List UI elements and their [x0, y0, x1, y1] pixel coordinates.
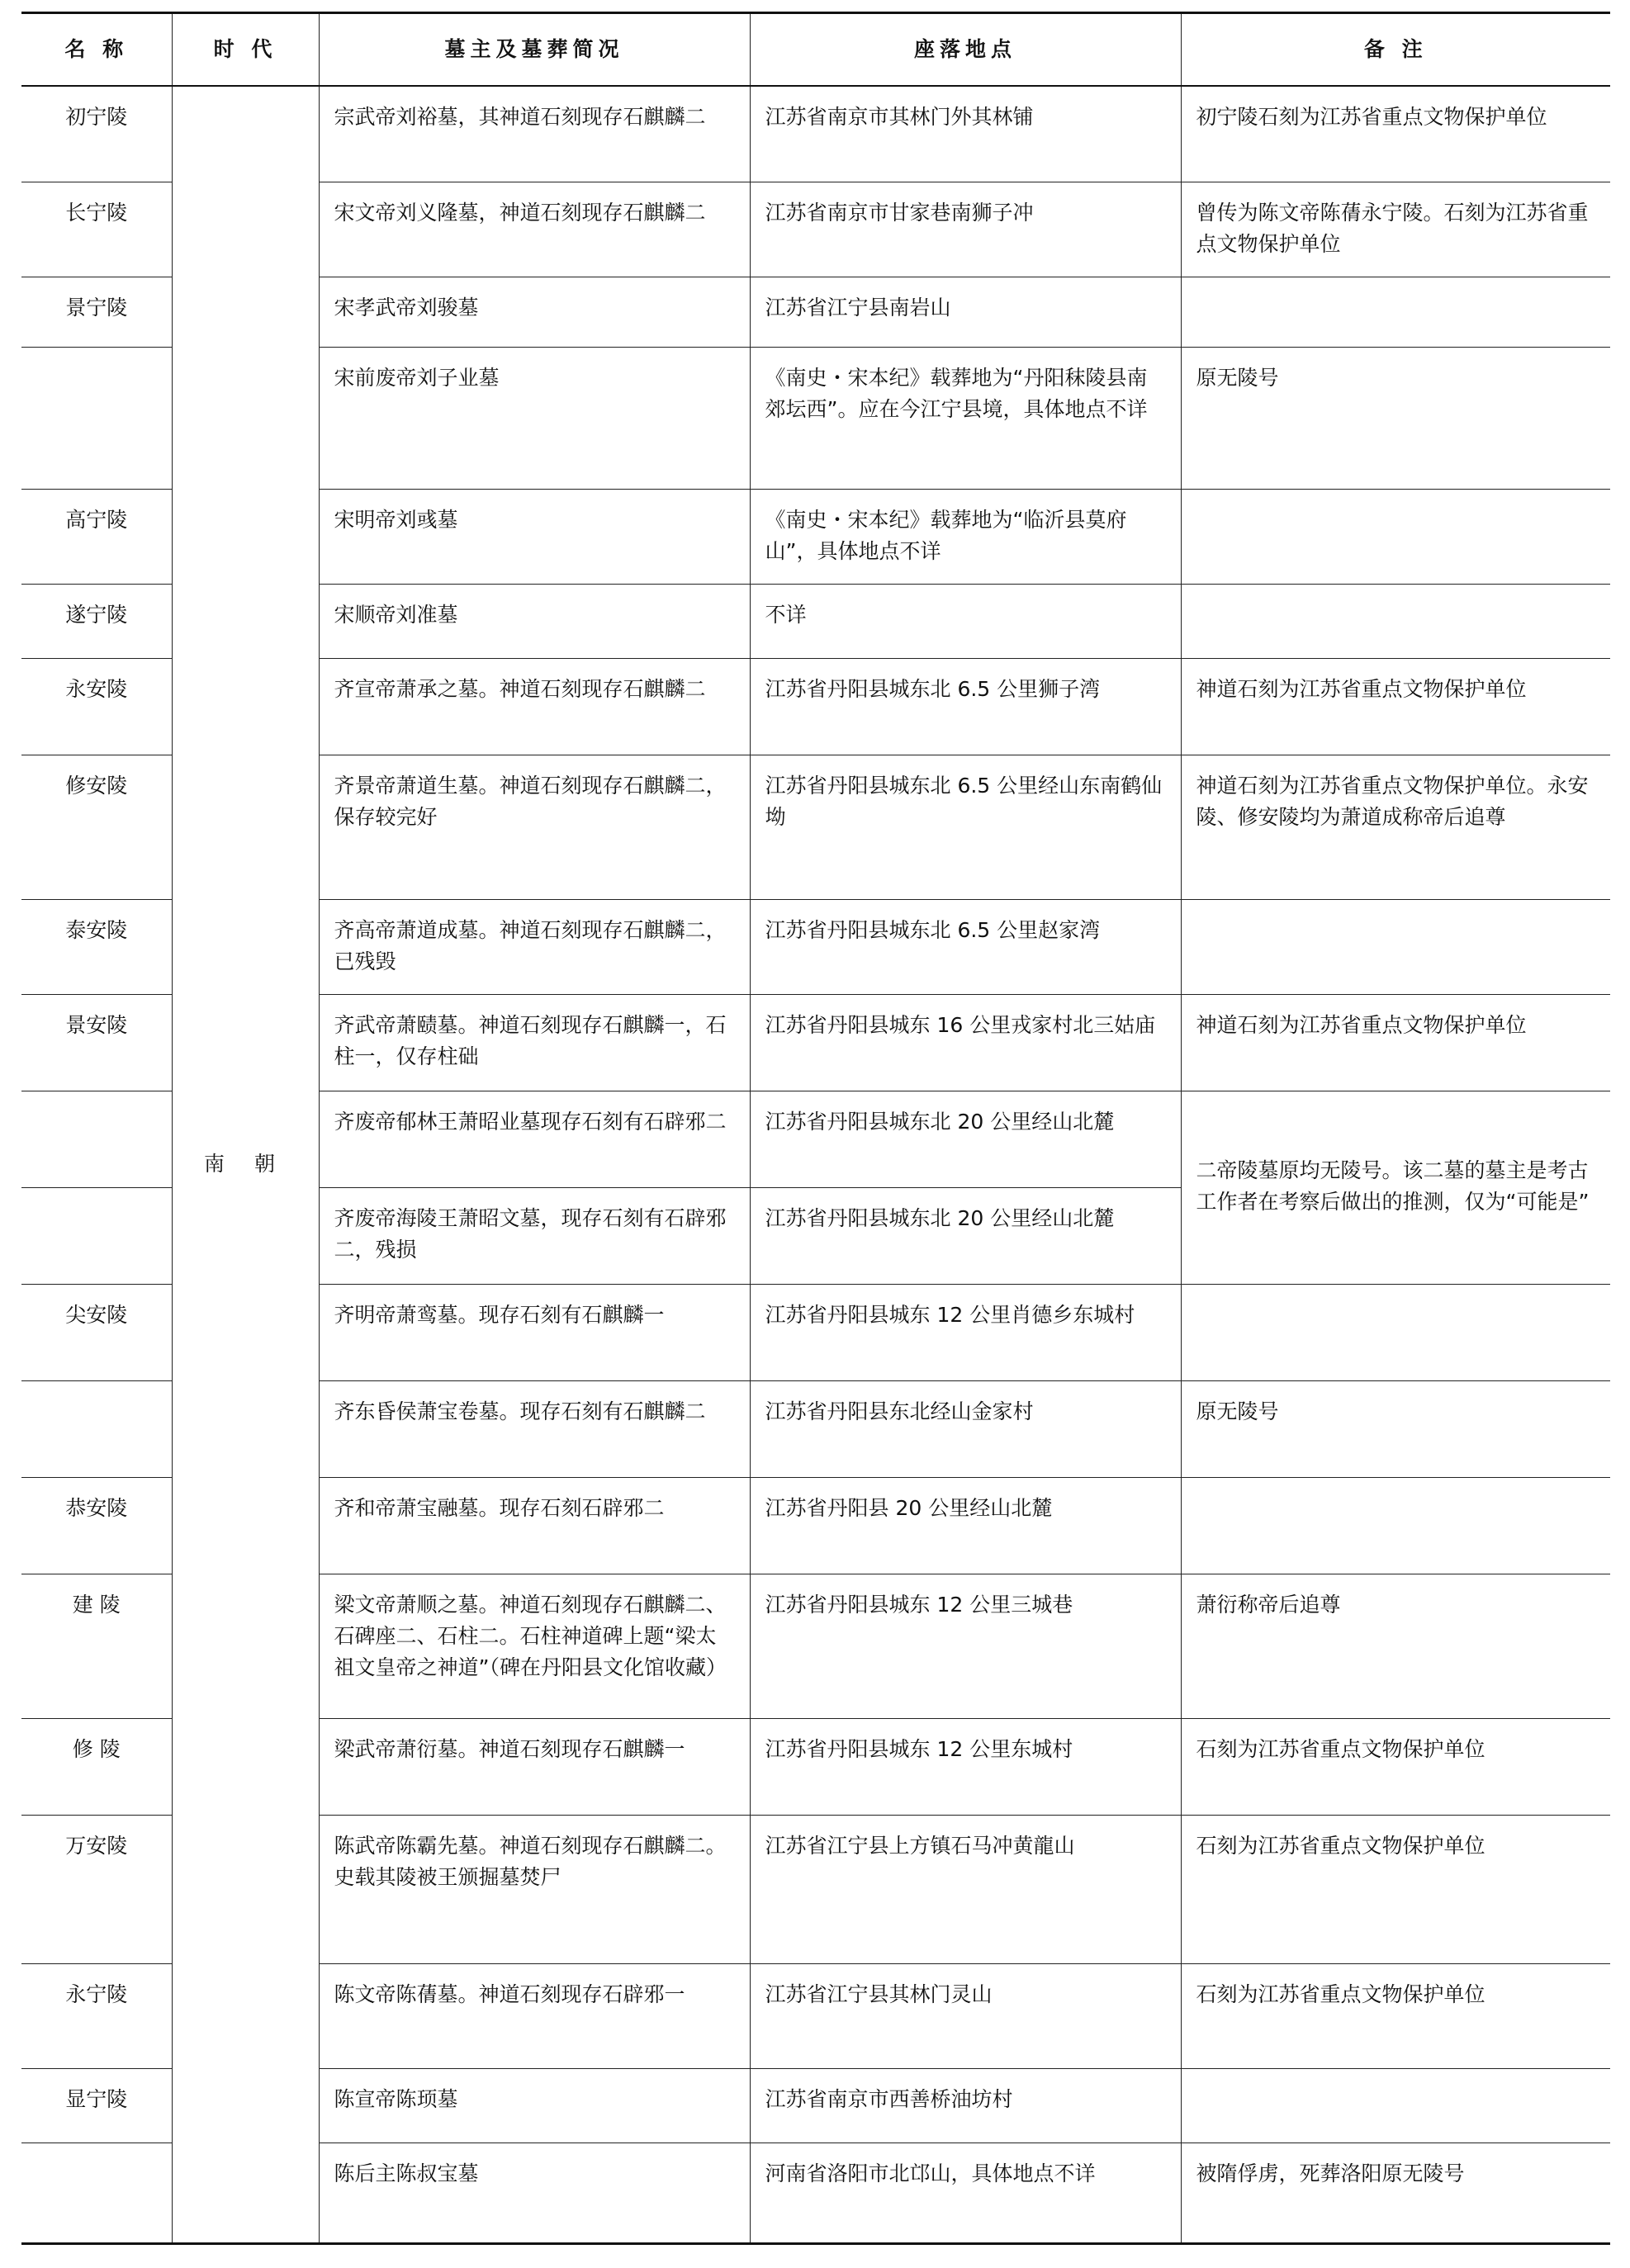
row-brief: 宋顺帝刘准墓 [319, 585, 750, 659]
row-location: 江苏省丹阳县城东北 20 公里经山北麓 [750, 1091, 1181, 1188]
row-remarks: 神道石刻为江苏省重点文物保护单位 [1181, 995, 1610, 1091]
row-location: 江苏省丹阳县城东北 6.5 公里经山东南鹤仙坳 [750, 755, 1181, 900]
row-remarks: 原无陵号 [1181, 1381, 1610, 1478]
row-name: 遂宁陵 [21, 585, 172, 659]
row-brief: 齐废帝郁林王萧昭业墓现存石刻有石辟邪二 [319, 1091, 750, 1188]
row-remarks: 萧衍称帝后追尊 [1181, 1574, 1610, 1719]
row-remarks: 石刻为江苏省重点文物保护单位 [1181, 1816, 1610, 1964]
row-brief: 齐废帝海陵王萧昭文墓，现存石刻有石辟邪二，残损 [319, 1188, 750, 1285]
row-remarks: 初宁陵石刻为江苏省重点文物保护单位 [1181, 86, 1610, 182]
row-name: 建 陵 [21, 1574, 172, 1719]
row-name: 永安陵 [21, 659, 172, 755]
table-row [21, 86, 1610, 182]
row-name [21, 1188, 172, 1285]
row-brief: 宋文帝刘义隆墓，神道石刻现存石麒麟二 [319, 182, 750, 277]
row-remarks [1181, 277, 1610, 348]
row-name: 泰安陵 [21, 900, 172, 995]
row-brief: 宗武帝刘裕墓，其神道石刻现存石麒麟二 [319, 86, 750, 182]
row-remarks [1181, 1285, 1610, 1381]
row-name [21, 2143, 172, 2244]
row-brief: 陈武帝陈霸先墓。神道石刻现存石麒麟二。史载其陵被王颁掘墓焚尸 [319, 1816, 750, 1964]
row-name: 长宁陵 [21, 182, 172, 277]
row-brief: 陈文帝陈蒨墓。神道石刻现存石辟邪一 [319, 1964, 750, 2069]
row-location: 江苏省南京市甘家巷南狮子冲 [750, 182, 1181, 277]
header-brief: 墓主及墓葬简况 [319, 13, 750, 86]
row-remarks: 曾传为陈文帝陈蒨永宁陵。石刻为江苏省重点文物保护单位 [1181, 182, 1610, 277]
header-row [21, 13, 1610, 86]
row-brief: 陈宣帝陈顼墓 [319, 2069, 750, 2143]
row-location: 河南省洛阳市北邙山，具体地点不详 [750, 2143, 1181, 2244]
row-location: 江苏省南京市西善桥油坊村 [750, 2069, 1181, 2143]
header-remarks: 备 注 [1181, 13, 1610, 86]
row-remarks: 石刻为江苏省重点文物保护单位 [1181, 1964, 1610, 2069]
row-brief: 齐东昏侯萧宝卷墓。现存石刻有石麒麟二 [319, 1381, 750, 1478]
era-cell: 南 朝 [172, 86, 319, 2244]
row-name: 修安陵 [21, 755, 172, 900]
row-brief: 梁文帝萧顺之墓。神道石刻现存石麒麟二、石碑座二、石柱二。石柱神道碑上题“梁太祖文皇帝之神道”（碑在丹阳县文化馆收藏） [319, 1574, 750, 1719]
row-name: 万安陵 [21, 1816, 172, 1964]
row-name: 高宁陵 [21, 490, 172, 585]
row-location: 江苏省丹阳县东北经山金家村 [750, 1381, 1181, 1478]
row-name [21, 1381, 172, 1478]
row-location: 江苏省江宁县南岩山 [750, 277, 1181, 348]
row-remarks [1181, 1478, 1610, 1574]
row-brief: 齐明帝萧鸾墓。现存石刻有石麒麟一 [319, 1285, 750, 1381]
header-era: 时 代 [172, 13, 319, 86]
row-location: 江苏省丹阳县城东北 6.5 公里狮子湾 [750, 659, 1181, 755]
row-location: 《南史・宋本纪》载葬地为“丹阳秣陵县南郊坛西”。应在今江宁县境，具体地点不详 [750, 348, 1181, 490]
row-location: 江苏省丹阳县 20 公里经山北麓 [750, 1478, 1181, 1574]
row-name: 景安陵 [21, 995, 172, 1091]
row-brief: 陈后主陈叔宝墓 [319, 2143, 750, 2244]
header-location: 座落地点 [750, 13, 1181, 86]
row-location: 江苏省丹阳县城东 12 公里肖德乡东城村 [750, 1285, 1181, 1381]
row-remarks: 神道石刻为江苏省重点文物保护单位 [1181, 659, 1610, 755]
merged-remarks: 二帝陵墓原均无陵号。该二墓的墓主是考古工作者在考察后做出的推测，仅为“可能是” [1181, 1091, 1610, 1285]
row-brief: 宋前废帝刘子业墓 [319, 348, 750, 490]
row-brief: 宋明帝刘彧墓 [319, 490, 750, 585]
row-remarks: 原无陵号 [1181, 348, 1610, 490]
row-brief: 宋孝武帝刘骏墓 [319, 277, 750, 348]
row-name: 修 陵 [21, 1719, 172, 1816]
row-remarks: 石刻为江苏省重点文物保护单位 [1181, 1719, 1610, 1816]
row-remarks [1181, 585, 1610, 659]
row-name: 初宁陵 [21, 86, 172, 182]
row-name: 尖安陵 [21, 1285, 172, 1381]
row-location: 江苏省江宁县其林门灵山 [750, 1964, 1181, 2069]
row-brief: 齐宣帝萧承之墓。神道石刻现存石麒麟二 [319, 659, 750, 755]
row-name: 景宁陵 [21, 277, 172, 348]
row-remarks [1181, 2069, 1610, 2143]
row-location: 江苏省丹阳县城东 12 公里三城巷 [750, 1574, 1181, 1719]
row-brief: 齐和帝萧宝融墓。现存石刻石辟邪二 [319, 1478, 750, 1574]
row-name: 永宁陵 [21, 1964, 172, 2069]
row-remarks: 神道石刻为江苏省重点文物保护单位。永安陵、修安陵均为萧道成称帝后追尊 [1181, 755, 1610, 900]
row-location: 江苏省丹阳县城东 12 公里东城村 [750, 1719, 1181, 1816]
row-brief: 齐景帝萧道生墓。神道石刻现存石麒麟二，保存较完好 [319, 755, 750, 900]
row-location: 《南史・宋本纪》载葬地为“临沂县莫府山”，具体地点不详 [750, 490, 1181, 585]
row-brief: 齐武帝萧赜墓。神道石刻现存石麒麟一，石柱一，仅存柱础 [319, 995, 750, 1091]
row-brief: 齐高帝萧道成墓。神道石刻现存石麒麟二，已残毁 [319, 900, 750, 995]
row-brief: 梁武帝萧衍墓。神道石刻现存石麒麟一 [319, 1719, 750, 1816]
row-name: 恭安陵 [21, 1478, 172, 1574]
row-location: 不详 [750, 585, 1181, 659]
row-name: 显宁陵 [21, 2069, 172, 2143]
row-location: 江苏省江宁县上方镇石马冲黄龍山 [750, 1816, 1181, 1964]
row-location: 江苏省丹阳县城东北 6.5 公里赵家湾 [750, 900, 1181, 995]
tomb-table-page [21, 12, 1610, 2245]
row-remarks: 被隋俘虏，死葬洛阳原无陵号 [1181, 2143, 1610, 2244]
row-location: 江苏省丹阳县城东 16 公里戎家村北三姑庙 [750, 995, 1181, 1091]
row-location: 江苏省南京市其林门外其林铺 [750, 86, 1181, 182]
header-name: 名 称 [21, 13, 172, 86]
southern-dynasties-tombs-table [21, 12, 1610, 2245]
row-remarks [1181, 490, 1610, 585]
row-name [21, 348, 172, 490]
row-location: 江苏省丹阳县城东北 20 公里经山北麓 [750, 1188, 1181, 1285]
row-name [21, 1091, 172, 1188]
row-remarks [1181, 900, 1610, 995]
